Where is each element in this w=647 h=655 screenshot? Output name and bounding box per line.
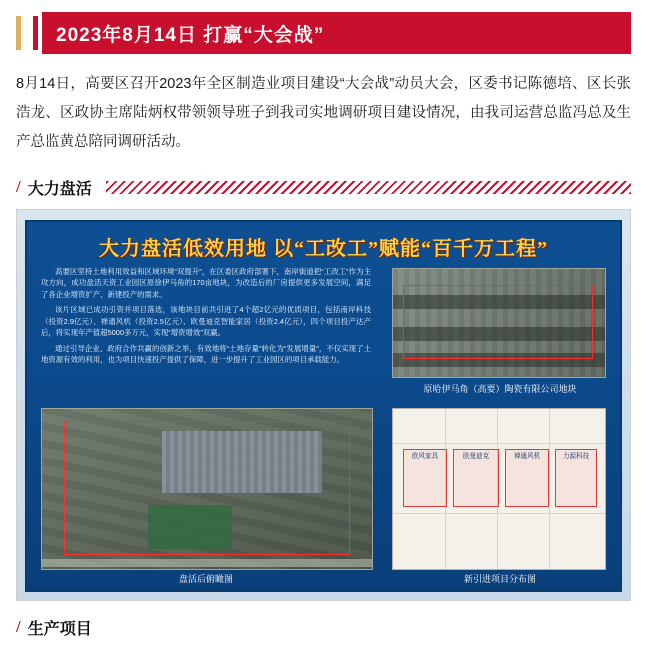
caption-after-revitalization: 盘活后俯瞰图 bbox=[178, 574, 233, 584]
section-title: 大力盘活 bbox=[27, 180, 92, 198]
aerial-redline-boundary bbox=[403, 285, 593, 359]
section-heading-dali-panhuo bbox=[16, 175, 631, 199]
map-gridline bbox=[393, 443, 605, 444]
section-hatch-decor bbox=[106, 181, 631, 194]
billboard-scene bbox=[17, 210, 630, 600]
aerial-redline-boundary bbox=[64, 421, 350, 555]
header-decor-bars bbox=[16, 12, 42, 54]
section-slash-icon: / bbox=[16, 177, 21, 196]
page-header bbox=[16, 12, 631, 54]
aerial-photo-after-revitalization bbox=[41, 408, 373, 570]
map-parcel: 欧风家具 bbox=[403, 449, 447, 507]
caption-original-site: 原哈伊马角（高要）陶瓷有限公司地块 bbox=[423, 384, 577, 394]
aerial-photo-original-site bbox=[392, 268, 606, 378]
parcel-distribution-map bbox=[392, 408, 606, 570]
aerial-road bbox=[42, 559, 372, 567]
caption-parcel-map: 新引进项目分布图 bbox=[463, 574, 536, 584]
map-gridline bbox=[549, 409, 550, 569]
map-parcel: 禅通风机 bbox=[505, 449, 549, 507]
billboard-paragraph-1: 高要区坚持土地利用效益和区域环境“双提升”，在区委区政府部署下，南岸街道把“工改工”作为主攻方向，成功盘活天资工业园区原徐伊马角的170亩地块，为改造后的厂房提供更多发展空间，满足了各企业增资扩产、新建投产的需求。 bbox=[41, 267, 371, 299]
billboard-title: 大力盘活低效用地 以“工改工”赋能“百千万工程” bbox=[99, 238, 548, 260]
header-bar-gold bbox=[16, 16, 21, 50]
billboard-body-text bbox=[41, 266, 371, 370]
section-title: 生产项目 bbox=[27, 620, 92, 638]
billboard-blue-board bbox=[25, 220, 622, 592]
billboard-paragraph-3: 通过引导企业、政府合作共赢的创新之举，有效地将“土地存量”转化为“发展增量”，不仅实现了土地资源有效的利用，也为项目快速投产提供了保障，进一步提升了工业园区的项目承载能力。 bbox=[41, 343, 371, 365]
section-heading-shengchan-xiangmu bbox=[16, 615, 631, 639]
billboard-paragraph-2: 该片区域已成功引资并项目落选，该地块目前共引进了4个超2亿元的优质项目，包括南岸科技（投资2.9亿元）、禅通风机（投资2.5亿元）、欧曼迪克智能家居（投资2.4亿元），四个项目投产达产后，将实现年产值超5000多万元，实现“增资增效”双赢。 bbox=[41, 305, 371, 338]
section-slash-icon: / bbox=[16, 617, 21, 636]
page-title: 2023年8月14日 打赢“大会战” bbox=[42, 12, 631, 54]
header-bar-red bbox=[33, 16, 38, 50]
map-parcel: 力源科技 bbox=[555, 449, 597, 507]
article-paragraph: 8月14日，高要区召开2023年全区制造业项目建设“大会战”动员大会，区委书记陈德培、区长张浩龙、区政协主席陆炳权带领领导班子到我司实地调研项目建设情况，由我司运营总监冯总及生产总监黄总陪同调研活动。 bbox=[16, 76, 631, 150]
map-parcel: 欧曼迪克 bbox=[453, 449, 499, 507]
billboard-photo bbox=[16, 209, 631, 601]
map-gridline bbox=[393, 513, 605, 514]
